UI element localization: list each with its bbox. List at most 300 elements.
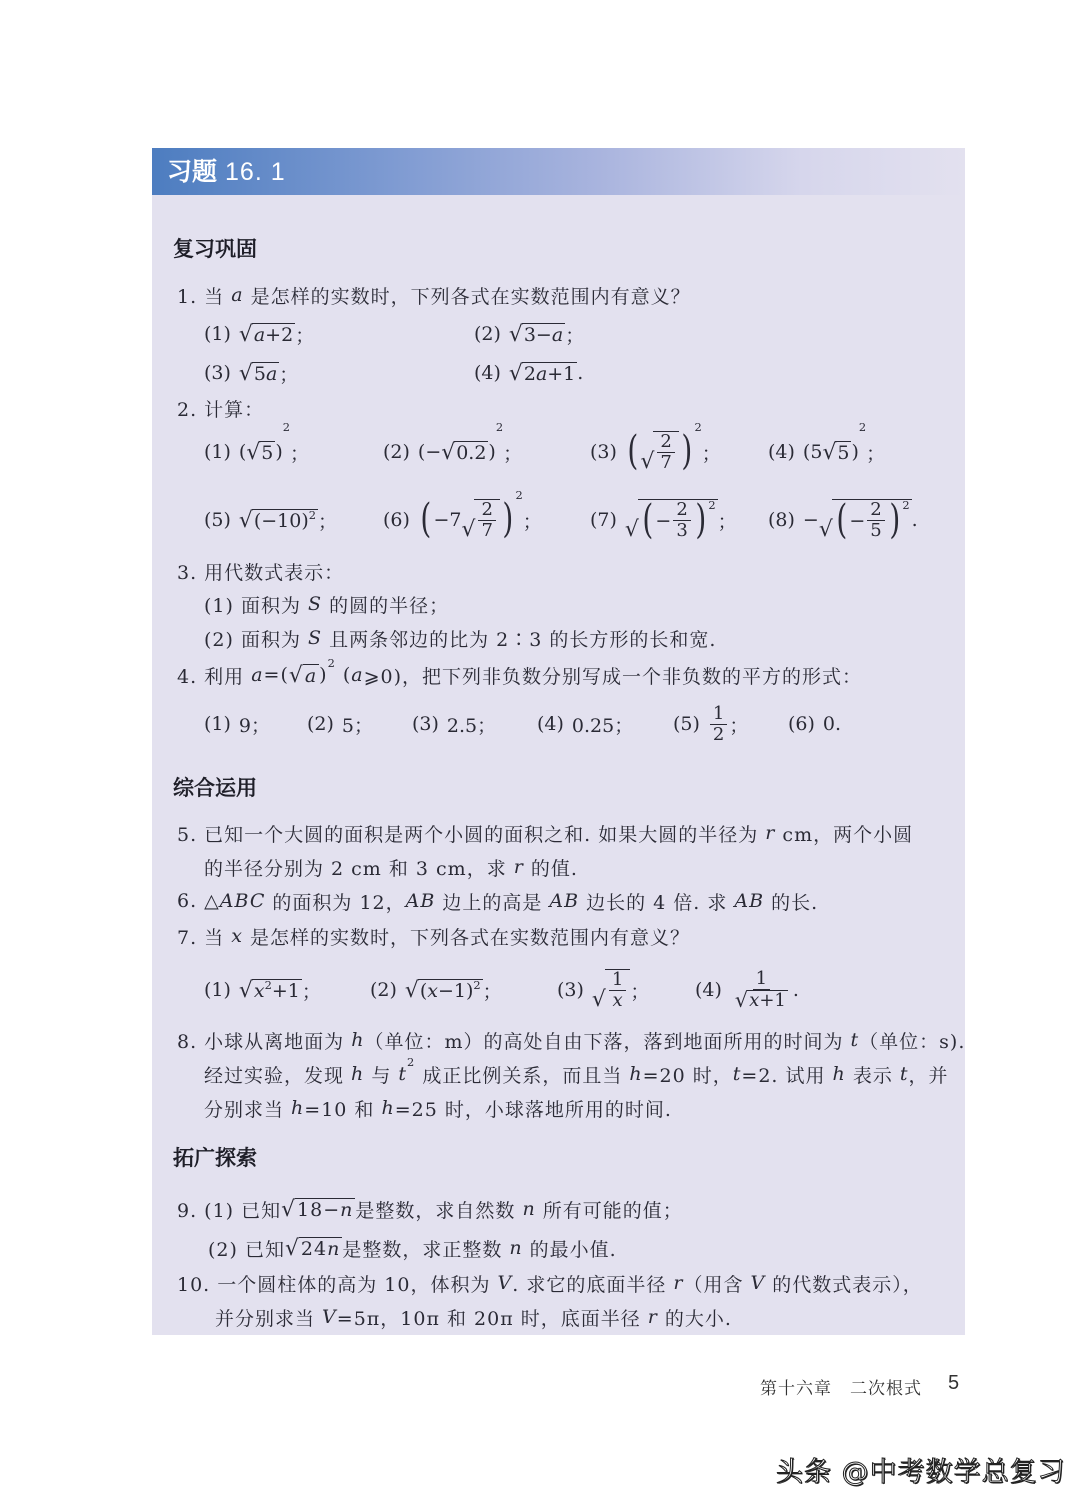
math-variable: a xyxy=(265,362,278,385)
q1-item-4 xyxy=(474,343,583,403)
text-run: cm，两个小圆 xyxy=(775,823,914,846)
square-root xyxy=(818,496,912,543)
question-6 xyxy=(177,884,818,918)
text-run: 5 xyxy=(837,441,850,464)
text-run: ； xyxy=(290,442,310,465)
text-run: 7. 当 xyxy=(177,926,232,949)
math-variable: x xyxy=(253,979,265,1002)
text-run: (5 xyxy=(802,441,823,463)
square-root xyxy=(441,441,488,464)
radical-sign-icon: √ xyxy=(640,449,655,474)
radicand xyxy=(522,362,577,385)
question-5-line-2 xyxy=(204,850,578,884)
math-variable: n xyxy=(522,1198,536,1220)
question-3 xyxy=(177,554,344,588)
item-label: (3) xyxy=(590,441,617,463)
square-root xyxy=(239,979,302,1002)
text-run: 边长的 4 倍. 求 xyxy=(579,891,735,914)
text-run: − xyxy=(655,509,672,532)
item-label: (3) xyxy=(412,713,439,735)
superscript: 2 xyxy=(327,656,336,670)
math-variable: h xyxy=(832,1063,846,1085)
exercise-title xyxy=(167,152,286,192)
math-variable: ABC xyxy=(219,890,266,912)
text-run: (− xyxy=(417,441,442,463)
item-label: (2) xyxy=(383,441,410,463)
q2-item-2 xyxy=(383,422,522,482)
superscript: 2 xyxy=(473,977,481,992)
q7-item-1 xyxy=(204,960,321,1020)
parenthesis: ) xyxy=(695,496,707,543)
text-run: −1) xyxy=(437,979,474,1002)
parenthesis: ) xyxy=(889,496,900,543)
numerator xyxy=(478,500,495,521)
math-variable: AB xyxy=(549,890,580,912)
math-variable: h xyxy=(291,1097,305,1119)
q2-item-8 xyxy=(768,490,918,550)
text-run: =2. 试用 xyxy=(741,1064,833,1087)
item-label: (6) xyxy=(788,713,815,735)
text-run: 的大小. xyxy=(657,1307,732,1330)
text-run: 与 xyxy=(364,1064,399,1087)
section-heading-review: 复习巩固 xyxy=(173,237,257,261)
text-run: 表示 xyxy=(845,1064,900,1087)
square-root xyxy=(405,979,483,1002)
question-8-line-3 xyxy=(204,1091,672,1125)
square-root xyxy=(624,496,718,543)
math-variable: a xyxy=(304,664,318,687)
text-run: − xyxy=(849,509,866,532)
denominator xyxy=(673,521,690,541)
radical-sign-icon: √ xyxy=(822,439,837,465)
math-variable: a xyxy=(231,284,244,306)
text-run: 2 xyxy=(712,723,725,745)
parenthesis: ( xyxy=(420,496,432,543)
text-run: 10. 一个圆柱体的高为 10，体积为 xyxy=(177,1273,498,1296)
q7-item-3 xyxy=(557,960,649,1020)
math-variable: r xyxy=(513,856,524,878)
math-variable: a xyxy=(251,664,264,686)
text-run: 是怎样的实数时，下列各式在实数范围内有意义？ xyxy=(242,926,690,949)
denominator xyxy=(657,453,674,473)
radical-sign-icon: √ xyxy=(284,1235,300,1261)
text-run: 且两条邻边的比为 2∶3 的长方形的长和宽. xyxy=(322,628,717,651)
math-variable: t xyxy=(398,1063,408,1085)
math-variable: V xyxy=(750,1272,766,1294)
item-label: (4) xyxy=(768,441,795,463)
text-run: . 求它的底面半径 xyxy=(512,1273,674,1296)
text-run: ) xyxy=(275,441,283,463)
text-run: 5； xyxy=(341,714,374,737)
fraction xyxy=(609,970,626,1011)
text-run: ，并 xyxy=(908,1064,949,1087)
text-run: ； xyxy=(630,980,650,1003)
text-run: 2 xyxy=(676,499,688,521)
parenthesis: ) xyxy=(502,496,514,543)
q2-item-3 xyxy=(590,422,721,482)
text-run: 的圆的半径； xyxy=(322,594,450,617)
text-run: (1) 面积为 xyxy=(204,594,308,617)
radical-sign-icon: √ xyxy=(441,439,456,465)
text-run: =5π，10π 和 20π 时，底面半径 xyxy=(336,1307,648,1330)
question-10-line-2 xyxy=(215,1300,732,1334)
section-heading-apply: 综合运用 xyxy=(173,776,257,800)
text-run: 18− xyxy=(297,1198,341,1221)
radicand xyxy=(303,664,319,687)
chapter-footer: 第十六章 二次根式 xyxy=(760,1379,922,1399)
text-run: +1 xyxy=(547,362,576,385)
text-run: 2 xyxy=(523,362,536,385)
radicand xyxy=(605,969,630,1011)
q4-item-4 xyxy=(537,694,633,754)
item-label: (1) xyxy=(204,323,231,345)
radicand xyxy=(832,496,912,543)
math-variable: V xyxy=(322,1306,337,1328)
text-run: 7 xyxy=(660,452,672,473)
superscript: 2 xyxy=(495,420,504,434)
radical-sign-icon: √ xyxy=(818,517,833,542)
exercise-title-label: 习题 xyxy=(167,158,218,186)
text-run: ； xyxy=(295,324,315,347)
denominator xyxy=(610,991,626,1011)
math-variable: a xyxy=(535,362,548,385)
radicand xyxy=(835,441,851,464)
math-variable: h xyxy=(629,1063,643,1085)
superscript: 2 xyxy=(708,498,716,513)
math-variable: h xyxy=(351,1029,365,1051)
text-run: 5. 已知一个大圆的面积是两个小圆的面积之和. 如果大圆的半径为 xyxy=(177,823,766,846)
parenthesis: ( xyxy=(627,428,639,475)
text-run: 0.25； xyxy=(571,714,634,737)
radical-sign-icon: √ xyxy=(238,977,253,1003)
item-label: (4) xyxy=(695,979,722,1001)
text-run: 2.5； xyxy=(446,714,497,737)
item-label: (1) xyxy=(204,979,231,1001)
math-variable: x xyxy=(749,990,760,1011)
text-run: +1 xyxy=(271,979,300,1002)
denominator xyxy=(710,725,727,745)
radicand xyxy=(747,990,788,1011)
radicand xyxy=(299,1237,342,1260)
text-run: 是整数，求正整数 xyxy=(342,1238,510,1261)
text-run: 5 xyxy=(870,520,882,541)
page-number: 5 xyxy=(948,1372,960,1394)
text-run: 2 xyxy=(870,499,882,521)
text-run: (−10) xyxy=(253,509,309,532)
math-variable: x xyxy=(427,979,438,1002)
text-run: 2. 计算： xyxy=(177,398,265,421)
text-run: 1. 当 xyxy=(177,285,232,308)
text-run: +1 xyxy=(759,990,786,1011)
fraction xyxy=(657,432,674,473)
text-run: 的面积为 12， xyxy=(265,891,406,914)
square-root xyxy=(246,441,275,464)
superscript: 2 xyxy=(858,420,867,434)
question-4 xyxy=(177,658,862,692)
question-9-line-1 xyxy=(177,1192,683,1226)
q3-sub-2 xyxy=(204,621,716,655)
text-run: 5 xyxy=(253,362,266,385)
parenthesis: ( xyxy=(642,496,654,543)
text-run: ； xyxy=(729,714,749,737)
superscript: 2 xyxy=(694,420,702,434)
math-variable: AB xyxy=(734,890,765,912)
item-label: (2) xyxy=(370,979,397,1001)
text-run: ； xyxy=(503,442,523,465)
text-run: =10 和 xyxy=(304,1098,382,1121)
denominator xyxy=(732,990,791,1011)
radical-sign-icon: √ xyxy=(734,988,749,1013)
square-root xyxy=(462,499,500,541)
radical-sign-icon: √ xyxy=(288,662,304,688)
radicand xyxy=(454,441,488,464)
item-label: (1) xyxy=(204,441,231,463)
text-run: ( xyxy=(419,979,428,1002)
item-label: (3) xyxy=(204,362,231,384)
square-root xyxy=(509,362,577,385)
math-variable: h xyxy=(381,1097,395,1119)
numerator xyxy=(867,500,884,521)
text-run: 3− xyxy=(523,323,552,346)
radical-sign-icon: √ xyxy=(238,507,253,533)
math-variable: a xyxy=(551,323,564,346)
text-run: ； xyxy=(301,980,321,1003)
text-run: 边上的高是 xyxy=(435,891,550,914)
numerator xyxy=(657,432,674,453)
radical-sign-icon: √ xyxy=(591,987,606,1012)
math-variable: n xyxy=(327,1237,341,1260)
watermark: 头条 @中考数学总复习 xyxy=(776,1457,1066,1488)
item-label: (5) xyxy=(204,509,231,531)
text-run: 0.2 xyxy=(456,441,487,464)
text-run: ； xyxy=(279,363,299,386)
radicand xyxy=(474,499,499,541)
text-run: 所有可能的值； xyxy=(535,1199,683,1222)
q3-sub-1 xyxy=(204,587,449,621)
math-variable: x xyxy=(231,925,243,947)
square-root xyxy=(822,441,851,464)
math-variable: t xyxy=(732,1063,742,1085)
question-7 xyxy=(177,919,690,953)
text-run: ； xyxy=(866,442,886,465)
text-run: ； xyxy=(522,510,542,533)
text-run: 分别求当 xyxy=(204,1098,292,1121)
square-root xyxy=(289,664,319,687)
superscript: 2 xyxy=(264,977,272,992)
question-2 xyxy=(177,391,264,425)
text-run: ； xyxy=(717,510,737,533)
math-variable: a xyxy=(351,664,364,686)
math-variable: t xyxy=(850,1029,860,1051)
text-run: 并分别求当 xyxy=(215,1307,323,1330)
q2-item-4 xyxy=(768,422,885,482)
text-run: 的长. xyxy=(764,891,819,914)
fraction xyxy=(732,969,791,1011)
parenthesis: ( xyxy=(836,496,848,543)
denominator xyxy=(867,521,884,541)
square-root xyxy=(592,969,630,1011)
text-run: ) xyxy=(319,664,328,686)
text-run: 3. 用代数式表示： xyxy=(177,561,345,584)
text-run: − xyxy=(802,509,819,531)
text-run: 的最小值. xyxy=(522,1238,617,1261)
text-run: 0. xyxy=(822,713,842,735)
radicand xyxy=(252,509,318,532)
math-variable: a xyxy=(253,323,266,346)
text-run: 9. (1) 已知 xyxy=(177,1199,282,1222)
square-root xyxy=(281,1198,355,1221)
numerator xyxy=(609,970,626,991)
item-label: (3) xyxy=(557,979,584,1001)
q4-item-1 xyxy=(204,694,270,754)
math-variable: n xyxy=(509,1237,523,1259)
text-run: ⩾0)，把下列非负数分别写成一个非负数的平方的形式： xyxy=(363,665,863,688)
text-run: 24 xyxy=(300,1237,328,1260)
radical-sign-icon: √ xyxy=(624,517,639,542)
math-variable: h xyxy=(351,1063,365,1085)
radicand xyxy=(259,441,275,464)
question-8-line-2 xyxy=(204,1057,949,1091)
denominator xyxy=(478,521,495,541)
item-label: (7) xyxy=(590,509,617,531)
text-run: ； xyxy=(701,442,721,465)
superscript: 2 xyxy=(308,507,317,522)
item-label: (4) xyxy=(474,362,501,384)
item-label: (2) xyxy=(474,323,501,345)
text-run: ； xyxy=(565,324,585,347)
question-9-line-2 xyxy=(208,1231,617,1265)
radicand xyxy=(638,496,718,543)
text-run: 是怎样的实数时，下列各式在实数范围内有意义？ xyxy=(243,285,691,308)
math-variable: S xyxy=(308,627,323,649)
radical-sign-icon: √ xyxy=(238,360,253,386)
radical-sign-icon: √ xyxy=(508,321,523,347)
text-run: 1 xyxy=(755,968,768,990)
text-run: 2 xyxy=(481,499,493,521)
fraction xyxy=(710,704,727,745)
text-run: ) xyxy=(851,441,859,463)
math-variable: t xyxy=(899,1063,909,1085)
text-run: . xyxy=(577,362,584,384)
q4-item-2 xyxy=(307,694,373,754)
text-run: 的值. xyxy=(523,857,578,880)
text-run: =25 时，小球落地所用的时间. xyxy=(394,1098,672,1121)
text-run: 2 xyxy=(660,431,672,453)
radical-sign-icon: √ xyxy=(246,439,261,465)
superscript: 2 xyxy=(902,498,910,513)
item-label: (5) xyxy=(673,713,700,735)
text-run: ) xyxy=(488,441,496,463)
superscript: 2 xyxy=(282,420,291,434)
q2-item-7 xyxy=(590,490,737,550)
math-variable: r xyxy=(647,1306,658,1328)
q2-item-1 xyxy=(204,422,309,482)
item-label: (6) xyxy=(383,509,410,531)
math-variable: S xyxy=(308,593,323,615)
text-run: ； xyxy=(482,980,502,1003)
text-run: ； xyxy=(318,510,338,533)
section-heading-explore: 拓广探索 xyxy=(173,1146,257,1170)
text-run: 3 xyxy=(676,520,688,541)
text-run: (2) 面积为 xyxy=(204,628,308,651)
radical-sign-icon: √ xyxy=(508,360,523,386)
text-run: ( xyxy=(335,664,352,686)
q4-item-6 xyxy=(788,694,841,754)
superscript: 2 xyxy=(515,488,523,502)
question-5-line-1 xyxy=(177,816,913,850)
text-run: （用含 xyxy=(683,1273,751,1296)
parenthesis: ) xyxy=(681,428,693,475)
square-root xyxy=(239,362,279,385)
q7-item-2 xyxy=(370,960,502,1020)
text-run: （单位：s). xyxy=(859,1030,966,1053)
math-variable: n xyxy=(340,1198,354,1221)
math-variable: r xyxy=(765,822,776,844)
square-root xyxy=(285,1237,342,1260)
radicand xyxy=(295,1198,355,1221)
q2-item-5 xyxy=(204,490,337,550)
math-variable: r xyxy=(673,1272,684,1294)
question-8-line-1 xyxy=(177,1023,965,1057)
text-run: 5 xyxy=(261,441,274,464)
numerator xyxy=(710,704,727,725)
superscript: 2 xyxy=(407,1055,416,1069)
square-root xyxy=(641,431,679,473)
radical-sign-icon: √ xyxy=(238,321,253,347)
radical-sign-icon: √ xyxy=(461,517,476,542)
radicand xyxy=(418,979,483,1002)
text-run: 的代数式表示）， xyxy=(765,1273,923,1296)
radical-sign-icon: √ xyxy=(404,977,419,1003)
text-run: 1 xyxy=(712,702,725,724)
text-run: 经过实验，发现 xyxy=(204,1064,352,1087)
radicand xyxy=(252,362,279,385)
text-run: （单位：m）的高处自由下落，落到地面所用的时间为 xyxy=(364,1030,851,1053)
exercise-number: 16. 1 xyxy=(225,158,286,186)
q2-item-6 xyxy=(383,490,542,550)
question-10-line-1 xyxy=(177,1266,923,1300)
math-variable: V xyxy=(497,1272,513,1294)
numerator xyxy=(673,500,690,521)
text-run: +2 xyxy=(265,323,294,346)
fraction xyxy=(478,500,495,541)
q7-item-4 xyxy=(695,960,799,1020)
fraction xyxy=(867,500,884,541)
text-run: ( xyxy=(238,441,247,463)
text-run: (2) 已知 xyxy=(208,1238,285,1261)
text-run: 8. 小球从离地面为 xyxy=(177,1030,352,1053)
fraction xyxy=(673,500,690,541)
text-run: 4. 利用 xyxy=(177,665,252,688)
square-root xyxy=(239,509,318,532)
text-run: −7 xyxy=(433,509,462,531)
text-run: 成正比例关系，而且当 xyxy=(415,1064,630,1087)
text-run: 9； xyxy=(238,714,271,737)
radicand xyxy=(252,979,302,1002)
numerator xyxy=(753,969,770,990)
radicand xyxy=(653,431,678,473)
text-run: =( xyxy=(263,664,289,686)
text-run: . xyxy=(792,979,799,1001)
q4-item-5 xyxy=(673,694,748,754)
text-run: 1 xyxy=(611,969,624,991)
math-variable: x xyxy=(612,990,623,1011)
item-label: (1) xyxy=(204,713,231,735)
item-label: (8) xyxy=(768,509,795,531)
text-run: 7 xyxy=(481,520,493,541)
q4-item-3 xyxy=(412,694,496,754)
text-run: 6. △ xyxy=(177,890,220,912)
